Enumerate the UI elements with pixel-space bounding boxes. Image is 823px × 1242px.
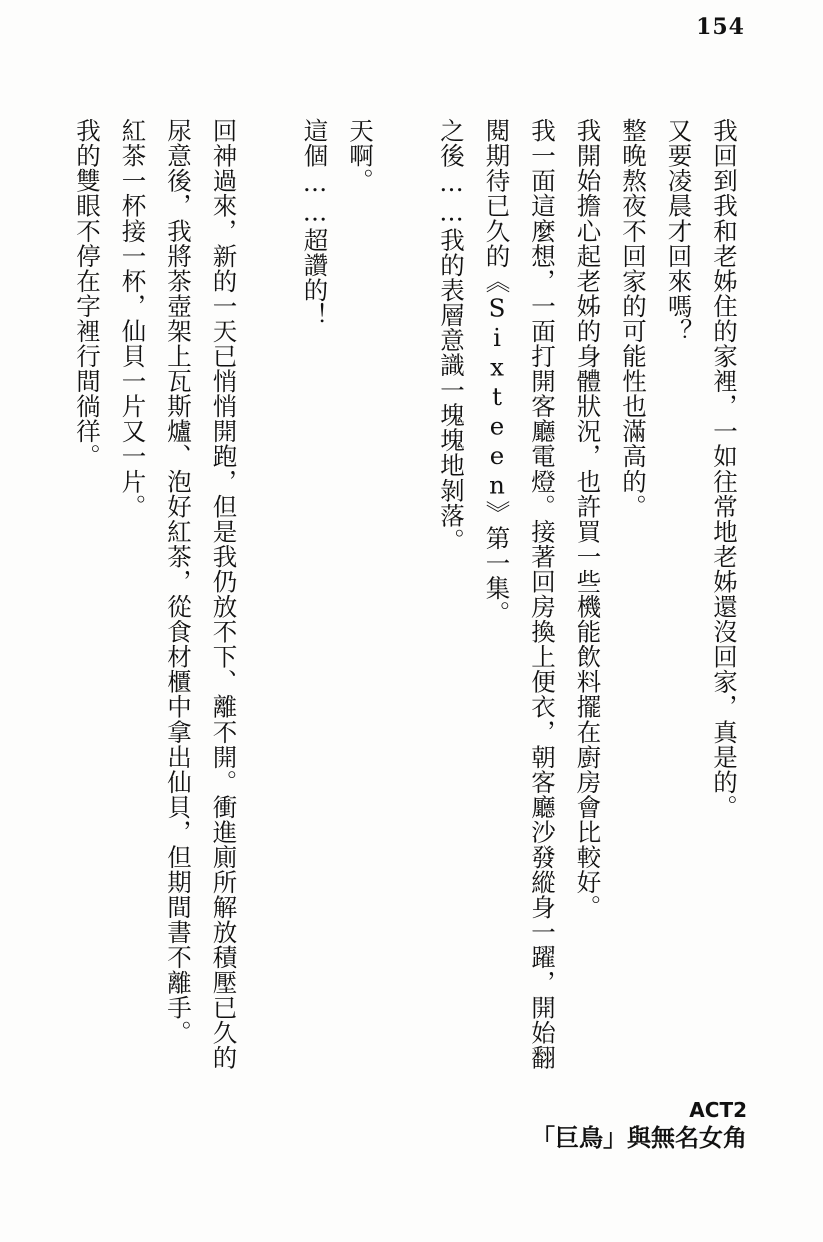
body-text (65, 118, 748, 1078)
paragraph: 我的雙眼不停在字裡行間徜徉。 (73, 118, 102, 469)
paragraph: 紅茶一杯接一杯，仙貝一片又一片。 (118, 118, 148, 519)
chapter-label: ACT2 (689, 1098, 747, 1122)
paragraph: 這個……超讚的！ (300, 118, 330, 328)
paragraph: 我開始擔心起老姊的身體狀況，也許買一些機能飲料擺在廚房會比較好。 (573, 118, 603, 920)
blank-line (247, 118, 293, 1078)
paragraph: 之後……我的表層意識一塊塊地剝落。 (437, 118, 466, 553)
chapter-footer (531, 1098, 747, 1154)
chapter-title: 「巨鳥」與無名女角 (531, 1124, 747, 1152)
paragraph: 我一面這麼想，一面打開客廳電燈。接著回房換上便衣，朝客廳沙發縱身一躍，開始翻閱期待已久的《Sixteen》第一集。 (482, 118, 557, 1070)
blank-line (383, 118, 429, 1078)
paragraph: 我回到我和老姊住的家裡，一如往常地老姊還沒回家，真是的。 (710, 118, 739, 820)
paragraph: 又要凌晨才回來嗎？ (664, 118, 694, 344)
paragraph: 回神過來，新的一天已悄悄開跑，但是我仍放不下、離不開。衝進廁所解放積壓已久的尿意後，我將茶壺架上瓦斯爐、泡好紅茶，從食材櫃中拿出仙貝，但期間書不離手。 (164, 118, 239, 1070)
page-number: 154 (696, 14, 745, 40)
paragraph: 整晚熬夜不回家的可能性也滿高的。 (619, 118, 648, 519)
paragraph: 天啊。 (346, 118, 375, 194)
